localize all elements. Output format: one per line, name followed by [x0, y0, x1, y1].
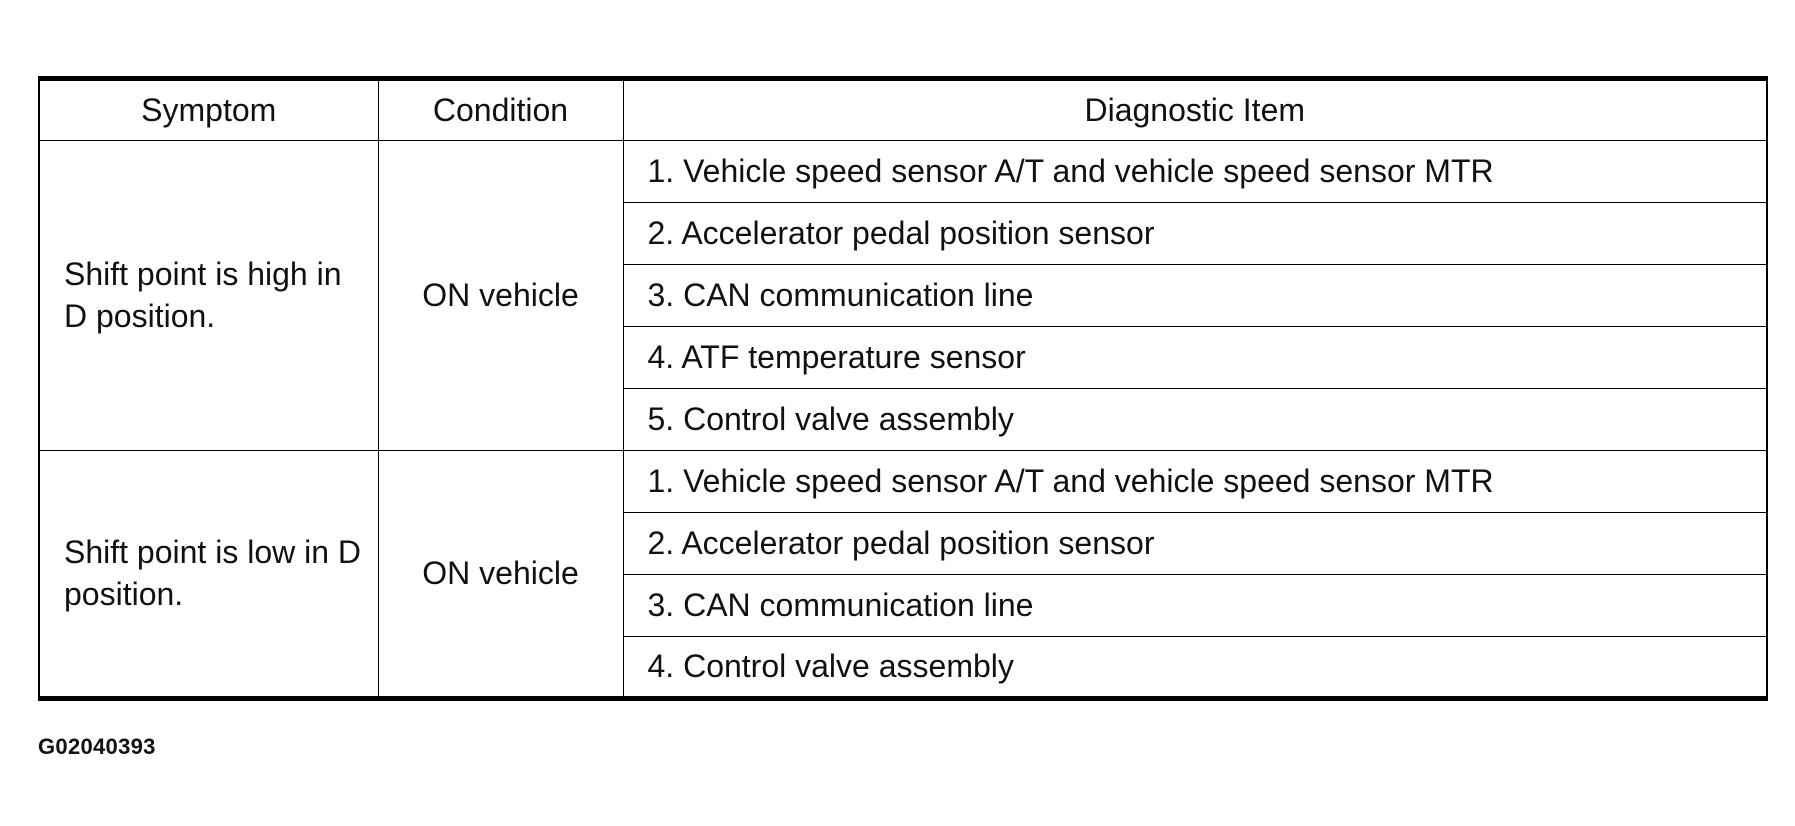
symptom-cell: Shift point is low in D position.: [39, 451, 378, 699]
symptom-cell: Shift point is high in D position.: [39, 141, 378, 451]
diagnostic-table: [38, 76, 1768, 701]
table-row: [39, 451, 1767, 513]
diagnostic-item-cell: 3. CAN communication line: [623, 575, 1767, 637]
diagnostic-item-cell: 3. CAN communication line: [623, 265, 1767, 327]
diagnostic-item-cell: 5. Control valve assembly: [623, 389, 1767, 451]
header-condition: Condition: [378, 79, 623, 141]
diagnostic-item-cell: 2. Accelerator pedal position sensor: [623, 203, 1767, 265]
header-diagnostic-item: Diagnostic Item: [623, 79, 1767, 141]
condition-cell: ON vehicle: [378, 451, 623, 699]
figure-id: G02040393: [38, 734, 156, 759]
diagnostic-item-cell: 2. Accelerator pedal position sensor: [623, 513, 1767, 575]
header-symptom: Symptom: [39, 79, 378, 141]
diagnostic-item-cell: 1. Vehicle speed sensor A/T and vehicle speed sensor MTR: [623, 451, 1767, 513]
header-row: [39, 79, 1767, 141]
diagnostic-item-cell: 1. Vehicle speed sensor A/T and vehicle speed sensor MTR: [623, 141, 1767, 203]
diagnostic-item-cell: 4. Control valve assembly: [623, 637, 1767, 699]
table-row: [39, 141, 1767, 203]
condition-cell: ON vehicle: [378, 141, 623, 451]
diagnostic-item-cell: 4. ATF temperature sensor: [623, 327, 1767, 389]
